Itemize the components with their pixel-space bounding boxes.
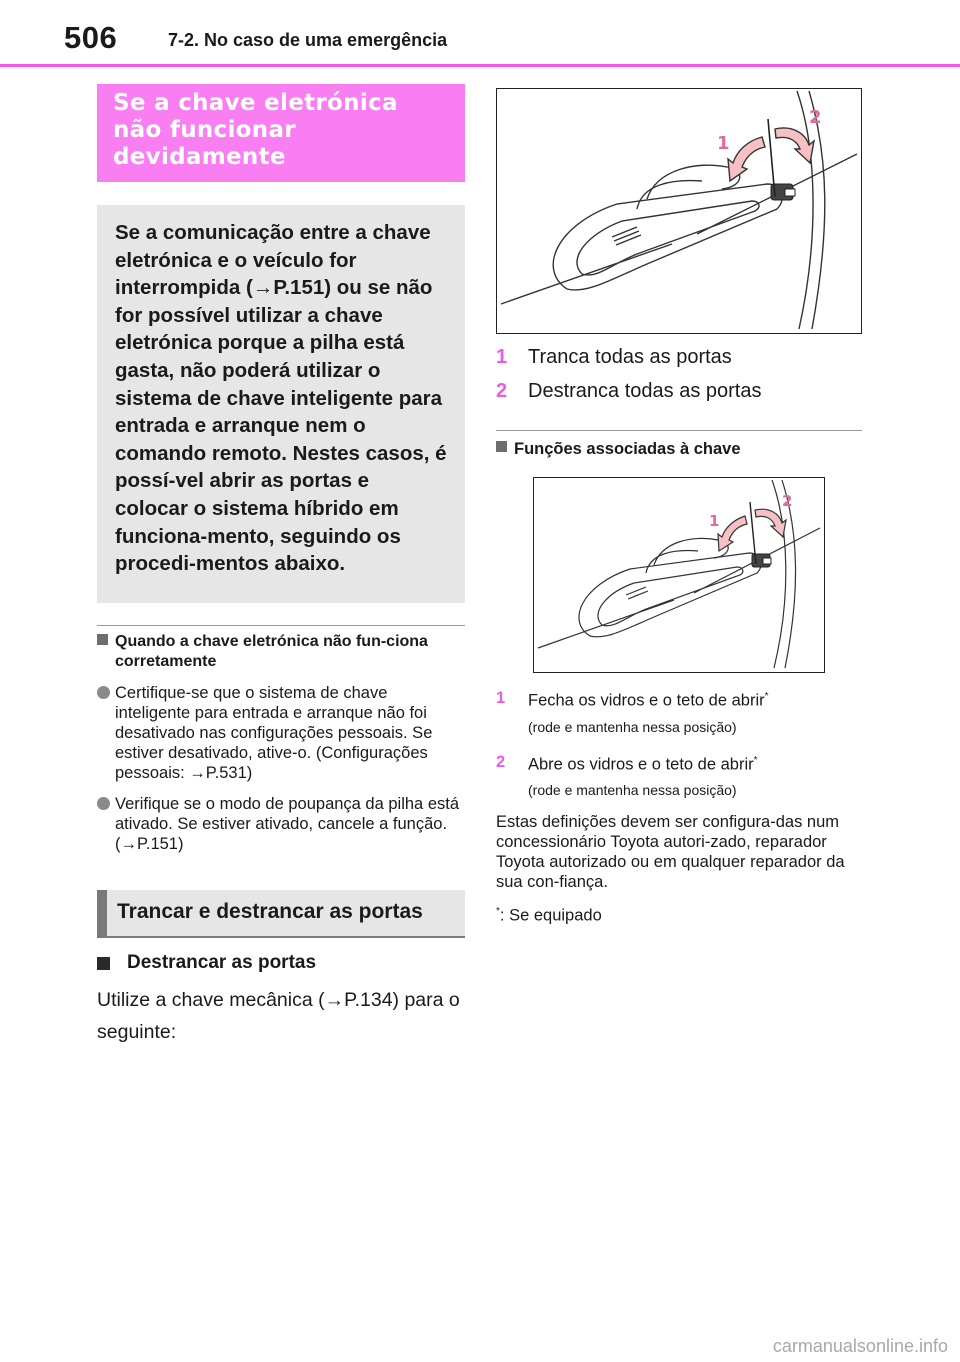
footnote-marker: *	[764, 691, 769, 702]
section-heading-lock-unlock: Trancar e destrancar as portas	[97, 890, 465, 938]
callout-close-windows	[496, 687, 862, 737]
sub-heading-unlock-doors	[97, 950, 465, 976]
left-column	[97, 84, 465, 1048]
circle-bullet-icon	[97, 686, 110, 699]
door-handle-illustration	[534, 478, 823, 671]
figure-label-2: 2	[782, 492, 793, 510]
sub-heading-text: Funções associadas à chave	[514, 440, 741, 458]
page-number: 506	[64, 20, 118, 55]
section-path: 7-2. No caso de uma emergência	[168, 30, 448, 50]
page-header	[0, 0, 960, 66]
pink-title-box: Se a chave eletrónica não funcionar devidamente	[97, 84, 465, 182]
bullet-item	[97, 794, 465, 854]
callout-note: (rode e mantenha nessa posição)	[528, 718, 737, 735]
bullet-item	[97, 683, 465, 783]
callout-number: 1	[496, 689, 506, 707]
square-bullet-icon	[496, 441, 507, 452]
callout-text: Abre os vidros e o teto de abrir	[528, 755, 754, 773]
callout-text: Fecha os vidros e o teto de abrir	[528, 691, 765, 710]
callout-number: 2	[496, 380, 508, 402]
callout-open-windows	[496, 751, 862, 801]
footnote-marker: *	[753, 754, 758, 766]
door-handle-illustration	[497, 89, 860, 332]
square-bullet-icon	[97, 957, 110, 970]
settings-paragraph: Estas definições devem ser configura-das num concessionário Toyota autori-zado, reparador Toyota autorizado ou em qualquer reparador da sua con-fiança.	[496, 813, 845, 891]
sub-heading-key-malfunction	[97, 625, 465, 672]
callout-lock	[496, 342, 862, 372]
watermark: carmanualsonline.info	[772, 1336, 948, 1356]
footnote-star: *	[496, 906, 500, 917]
sub-heading-text: Destrancar as portas	[127, 952, 317, 973]
callout-text: Tranca todas as portas	[528, 346, 732, 368]
callout-text: Destranca todas as portas	[528, 380, 762, 402]
sub-heading-text: Quando a chave eletrónica não fun-ciona corretamente	[115, 633, 428, 670]
mechanical-key-paragraph: Utilize a chave mecânica (→P.134) para o seguinte:	[97, 989, 460, 1043]
sub-heading-key-functions	[496, 430, 862, 459]
figure-label-2: 2	[809, 107, 822, 128]
callout-number: 2	[496, 752, 506, 771]
circle-bullet-icon	[97, 797, 110, 810]
intro-box: Se a comunicação entre a chave eletrónica e o veículo for interrompida (→P.151) ou se não for possível utilizar a chave eletrónica porque a pilha está gasta, não poderá utilizar o sistema de chave inteligente para entrada e arranque nem o comando remoto. Nestes casos, é possí-vel abrir as portas e colocar o sistema híbrido em funciona-mento, seguindo os procedi-mentos abaixo.	[97, 205, 465, 603]
callout-note: (rode e mantenha nessa posição)	[528, 782, 737, 798]
square-bullet-icon	[97, 634, 108, 645]
right-column	[496, 88, 862, 926]
footnote-text: : Se equipado	[499, 906, 602, 925]
bullet-text: Verifique se o modo de poupança da pilha está ativado. Se estiver ativado, cancele a função. (→P.151)	[115, 795, 460, 853]
door-handle-figure-1	[496, 88, 862, 334]
figure-label-1: 1	[717, 133, 730, 154]
callout-number: 1	[496, 346, 508, 368]
door-handle-figure-2	[533, 477, 825, 673]
figure-label-1: 1	[709, 512, 720, 530]
callout-unlock	[496, 376, 862, 406]
bullet-text: Certifique-se que o sistema de chave inteligente para entrada e arranque não foi desativado nas configurações pessoais. Se estiver desativado, ative-o. (Configurações pessoais: →P.531)	[115, 684, 433, 782]
footnote	[496, 902, 862, 926]
header-rule	[0, 64, 960, 67]
